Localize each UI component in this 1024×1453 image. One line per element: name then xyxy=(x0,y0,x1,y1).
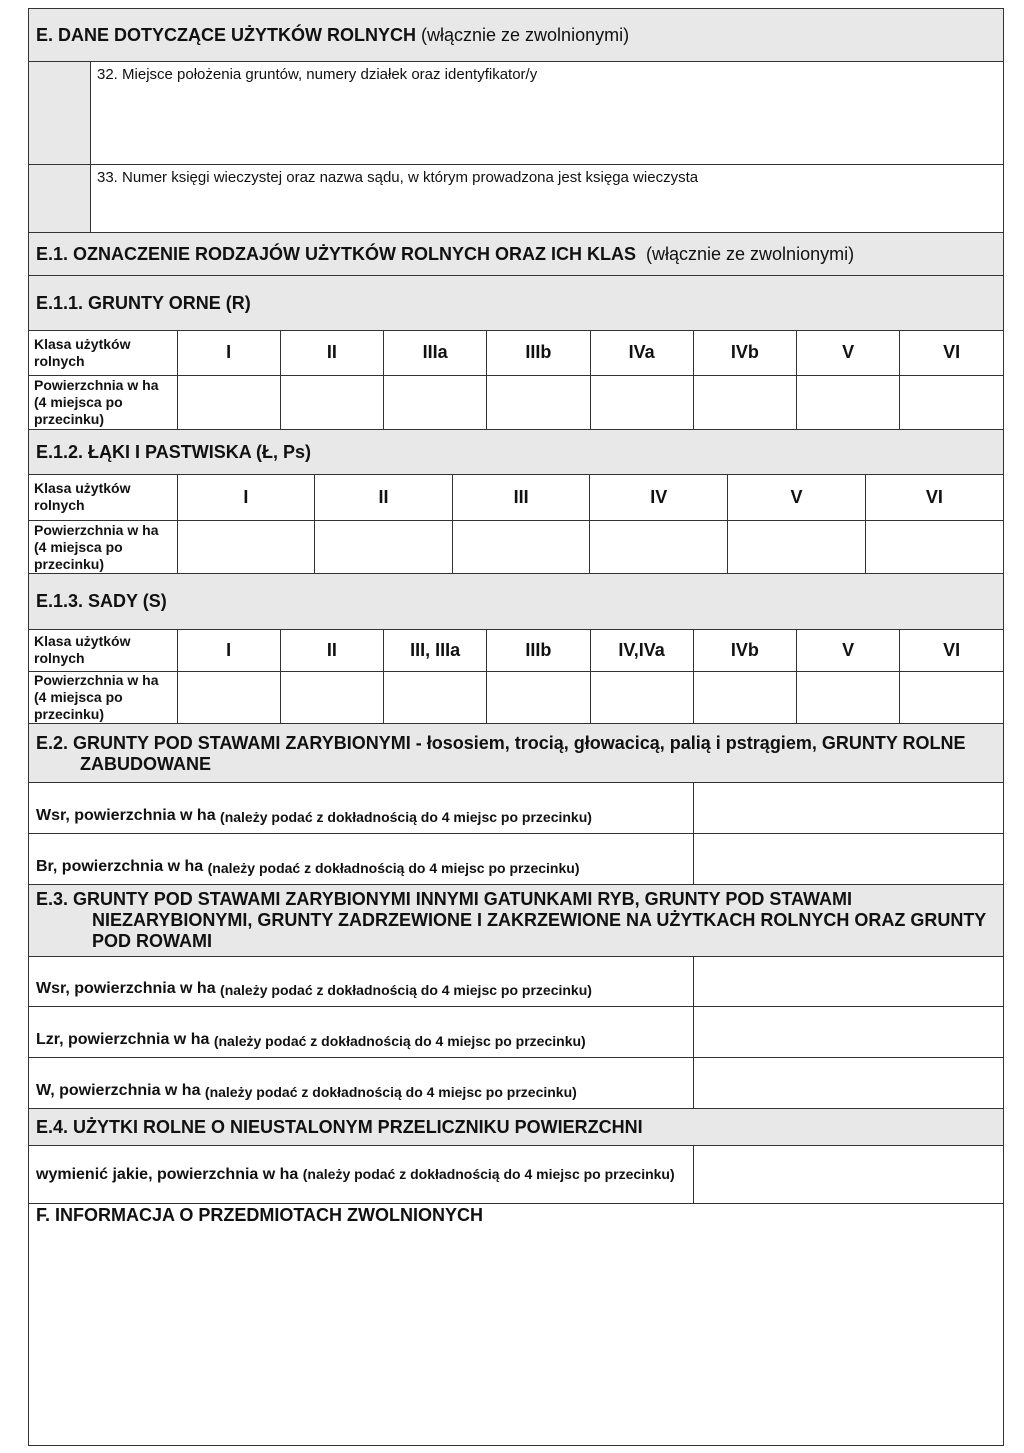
e12-area-cell[interactable] xyxy=(728,520,866,574)
e13-area-cell[interactable] xyxy=(900,671,1003,724)
section-e13-title: E.1.3. SADY (S) xyxy=(36,591,167,611)
section-e2-header xyxy=(29,723,1003,782)
e3-lzr-note: (należy podać z dokładnością do 4 miejsc po przecinku) xyxy=(213,1033,586,1049)
field-33-stub xyxy=(29,165,91,232)
section-e3-header xyxy=(29,884,1003,956)
section-e-title: E. DANE DOTYCZĄCE UŻYTKÓW ROLNYCH xyxy=(36,24,416,45)
e3-lzr-label: Lzr, powierzchnia w ha xyxy=(36,1031,210,1048)
e11-area-cell[interactable] xyxy=(797,375,900,430)
e2-wsr-input[interactable] xyxy=(694,783,1003,833)
tax-form-page xyxy=(28,8,1004,1446)
section-e12-title: E.1.2. ŁĄKI I PASTWISKA (Ł, Ps) xyxy=(36,441,312,462)
area-row-label: Powierzchnia w ha (4 miejsca po przecinku) xyxy=(29,520,177,574)
e2-br-label: Br, powierzchnia w ha xyxy=(36,858,204,875)
section-e1-note: (włącznie ze zwolnionymi) xyxy=(646,243,855,264)
e11-area-cell[interactable] xyxy=(487,375,590,430)
e13-area-cell[interactable] xyxy=(693,671,796,724)
e12-class-header: IV xyxy=(590,475,728,520)
e12-class-table xyxy=(29,475,1003,574)
e11-area-cell[interactable] xyxy=(900,375,1003,430)
e4-label: wymienić jakie, powierzchnia w ha xyxy=(36,1166,299,1183)
e3-wsr-note: (należy podać z dokładnością do 4 miejsc po przecinku) xyxy=(220,982,592,998)
e3-w-note: (należy podać z dokładnością do 4 miejsc po przecinku) xyxy=(204,1084,577,1100)
e13-area-cell[interactable] xyxy=(590,671,693,724)
e13-class-header: II xyxy=(280,630,383,671)
e3-row-lzr xyxy=(29,1006,1003,1057)
field-32-stub xyxy=(29,62,91,164)
field-32-label: 32. Miejsce położenia gruntów, numery działek oraz identyfikator/y xyxy=(97,66,538,83)
area-row-label: Powierzchnia w ha (4 miejsca po przecinku) xyxy=(29,671,177,724)
e3-row-wsr xyxy=(29,956,1003,1006)
e11-table-wrap xyxy=(29,330,1003,429)
e2-row-wsr xyxy=(29,782,1003,833)
e4-input[interactable] xyxy=(694,1146,1003,1203)
e13-class-header: I xyxy=(177,630,280,671)
e13-area-cell[interactable] xyxy=(177,671,280,724)
e11-area-cell[interactable] xyxy=(693,375,796,430)
e3-w-input[interactable] xyxy=(694,1058,1003,1108)
e13-class-header: IVb xyxy=(693,630,796,671)
e11-area-cell[interactable] xyxy=(590,375,693,430)
class-row-label: Klasa użytków rolnych xyxy=(34,335,131,369)
section-e11-header xyxy=(29,275,1003,330)
area-row-label: Powierzchnia w ha (4 miejsca po przecinku) xyxy=(29,375,177,430)
e12-class-header: V xyxy=(728,475,866,520)
field-32[interactable] xyxy=(29,61,1003,164)
section-f[interactable] xyxy=(29,1203,1003,1447)
e2-br-note: (należy podać z dokładnością do 4 miejsc po przecinku) xyxy=(207,860,580,876)
section-e11-title: E.1.1. GRUNTY ORNE (R) xyxy=(36,292,251,313)
e13-class-header: IIIb xyxy=(487,630,590,671)
e13-class-header: VI xyxy=(900,630,1003,671)
section-e1-header xyxy=(29,232,1003,275)
e11-class-header: VI xyxy=(900,331,1003,375)
e12-class-header: I xyxy=(177,475,315,520)
e2-wsr-note: (należy podać z dokładnością do 4 miejsc po przecinku) xyxy=(220,809,592,825)
class-row-label: Klasa użytków rolnych xyxy=(34,633,131,667)
e13-table-wrap xyxy=(29,629,1003,723)
e2-wsr-label: Wsr, powierzchnia w ha xyxy=(36,807,216,824)
section-e4-header xyxy=(29,1108,1003,1145)
e12-class-header: II xyxy=(315,475,453,520)
e3-wsr-input[interactable] xyxy=(694,957,1003,1006)
e11-class-table xyxy=(29,331,1003,430)
e12-table-wrap xyxy=(29,474,1003,573)
e11-class-header: V xyxy=(797,331,900,375)
e12-area-cell[interactable] xyxy=(865,520,1003,574)
section-e13-header xyxy=(29,573,1003,629)
e11-class-header: IVa xyxy=(590,331,693,375)
e13-area-cell[interactable] xyxy=(384,671,487,724)
field-33[interactable] xyxy=(29,164,1003,232)
section-f-title: F. INFORMACJA O PRZEDMIOTACH ZWOLNIONYCH xyxy=(36,1205,483,1225)
e11-class-header: II xyxy=(280,331,383,375)
section-e4-title: E.4. UŻYTKI ROLNE O NIEUSTALONYM PRZELICZNIKU POWIERZCHNI xyxy=(36,1116,643,1137)
e11-area-cell[interactable] xyxy=(177,375,280,430)
e13-area-cell[interactable] xyxy=(280,671,383,724)
e12-area-cell[interactable] xyxy=(177,520,315,574)
e13-area-cell[interactable] xyxy=(797,671,900,724)
e12-area-cell[interactable] xyxy=(452,520,590,574)
e11-class-header: IIIb xyxy=(487,331,590,375)
e13-class-header: IV,IVa xyxy=(590,630,693,671)
section-e12-header xyxy=(29,429,1003,474)
e4-row xyxy=(29,1145,1003,1203)
class-row-label: Klasa użytków rolnych xyxy=(34,480,131,514)
e4-note: (należy podać z dokładnością do 4 miejsc po przecinku) xyxy=(302,1166,675,1182)
section-e2-title: E.2. GRUNTY POD STAWAMI ZARYBIONYMI - łososiem, trocią, głowacicą, palią i pstrągiem, GRUNTY ROLNE ZABUDOWANE xyxy=(36,733,966,774)
e11-area-cell[interactable] xyxy=(384,375,487,430)
e13-class-header: V xyxy=(797,630,900,671)
e2-row-br xyxy=(29,833,1003,884)
e3-w-label: W, powierzchnia w ha xyxy=(36,1082,201,1099)
e3-lzr-input[interactable] xyxy=(694,1007,1003,1057)
e3-wsr-label: Wsr, powierzchnia w ha xyxy=(36,980,216,997)
e13-class-table xyxy=(29,630,1003,724)
e13-class-header: III, IIIa xyxy=(384,630,487,671)
e12-area-cell[interactable] xyxy=(590,520,728,574)
e2-br-input[interactable] xyxy=(694,834,1003,884)
e11-class-header: I xyxy=(177,331,280,375)
section-e1-title: E.1. OZNACZENIE RODZAJÓW UŻYTKÓW ROLNYCH ORAZ ICH KLAS xyxy=(36,243,636,264)
field-33-label: 33. Numer księgi wieczystej oraz nazwa sądu, w którym prowadzona jest księga wieczysta xyxy=(97,169,699,186)
e11-area-cell[interactable] xyxy=(280,375,383,430)
e3-row-w xyxy=(29,1057,1003,1108)
e12-class-header: VI xyxy=(865,475,1003,520)
e11-class-header: IVb xyxy=(693,331,796,375)
e13-area-cell[interactable] xyxy=(487,671,590,724)
e12-area-cell[interactable] xyxy=(315,520,453,574)
e11-class-header: IIIa xyxy=(384,331,487,375)
e12-class-header: III xyxy=(452,475,590,520)
section-e3-title: E.3. GRUNTY POD STAWAMI ZARYBIONYMI INNYMI GATUNKAMI RYB, GRUNTY POD STAWAMI NIEZARYBIONYMI, GRUNTY ZADRZEWIONE I ZAKRZEWIONE NA UŻYTKACH ROLNYCH ORAZ GRUNTY POD ROWAMI xyxy=(36,889,986,951)
section-e-note: (włącznie ze zwolnionymi) xyxy=(421,24,630,45)
section-e-header xyxy=(29,9,1003,61)
